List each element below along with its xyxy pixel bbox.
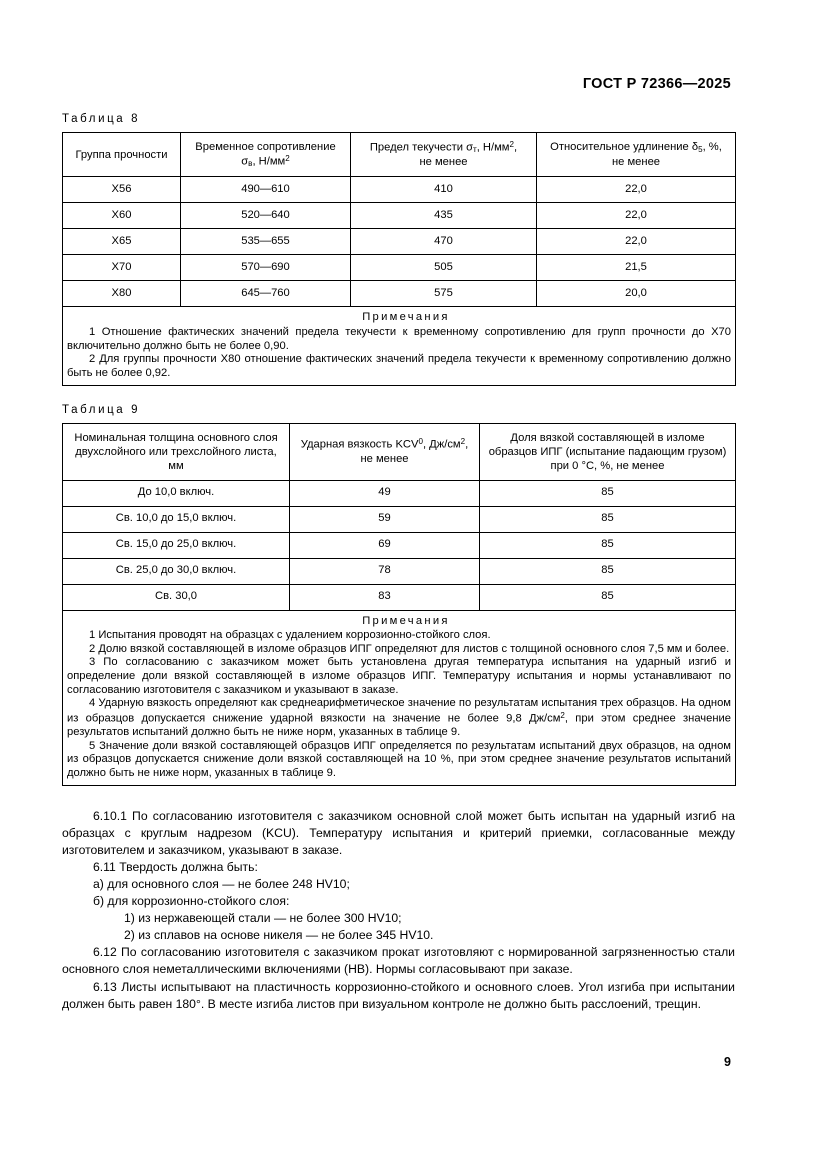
table-8-col4-pre: Относительное удлинение δ xyxy=(550,141,699,154)
cell-thickness: Св. 10,0 до 15,0 включ. xyxy=(63,506,290,532)
table-9-notes xyxy=(63,610,736,785)
table-8-col4-delta-sub: 5 xyxy=(698,144,703,154)
table-8-col2-units-sup: 2 xyxy=(285,154,290,163)
cell-kcv: 78 xyxy=(290,558,480,584)
table-8-col2-sigma-sub: в xyxy=(248,159,253,169)
paragraph-6-10-1: 6.10.1 По согласованию изготовителя с заказчиком основной слой может быть испытан на ударный изгиб на образцах с круглым надрезом (KCU). Температуру испытания и критерий приемки, согласованные между изготовителем и заказчиком, указывают в заказе. xyxy=(62,808,735,857)
table-9-col2-line2: не менее xyxy=(360,452,409,465)
cell-group: X60 xyxy=(63,203,181,229)
table-8-col3-sigma-sub: т xyxy=(473,145,477,155)
table-8-col3-pre: Предел текучести σ xyxy=(369,141,474,154)
table-8-col3-comma: , xyxy=(513,141,518,154)
table-8-header-row xyxy=(63,133,736,177)
table-9-col2-sup1: 0 xyxy=(418,437,423,447)
table-8-col2-units: , Н/мм xyxy=(252,155,286,168)
table-9-note-5: 5 Значение доли вязкой составляющей образцов ИПГ определяется по результатам испытаний двух образцов, на одном из образцов допускается снижение доли вязкой составляющей на 10 %, при этом среднее значение результатов испытаний должно быть не ниже норм, указанных в таблице 9. xyxy=(67,739,731,780)
cell-yield: 575 xyxy=(351,281,537,307)
table-8-notes-title: Примечания xyxy=(362,311,450,324)
paragraph-6-11-b-1: 1) из нержавеющей стали — не более 300 HV10; xyxy=(124,911,402,926)
cell-tensile: 535—655 xyxy=(181,229,351,255)
table-8-col2-sigma: σ xyxy=(241,155,249,168)
table-9-col2-sup2: 2 xyxy=(460,437,466,447)
table-row xyxy=(63,177,736,203)
table-spacer xyxy=(62,386,735,404)
table-9-notes-title: Примечания xyxy=(362,614,450,627)
cell-tensile: 570—690 xyxy=(181,255,351,281)
table-8-note-1: 1 Отношение фактических значений предела текучести к временному сопротивлению для групп прочности до X70 включительно должно быть не более 0,90. xyxy=(67,325,731,352)
table-8-col2-line1: Временное сопротивление xyxy=(195,141,336,153)
cell-tensile: 520—640 xyxy=(181,203,351,229)
table-row xyxy=(63,506,736,532)
table-8-col1-label: Группа прочности xyxy=(75,148,168,161)
cell-thickness: Св. 15,0 до 25,0 включ. xyxy=(63,532,290,558)
table-8-col3-line2: не менее xyxy=(419,156,468,169)
table-9-col1-line3: мм xyxy=(168,459,184,472)
paragraph-6-11: 6.11 Твердость должна быть: xyxy=(93,859,258,874)
table-row xyxy=(63,480,736,506)
table-9-col3-line2: образцов ИПГ (испытание падающим грузом) xyxy=(488,445,727,458)
page-number: 9 xyxy=(724,1055,731,1069)
table-row xyxy=(63,558,736,584)
cell-group: X80 xyxy=(63,281,181,307)
cell-thickness: Св. 25,0 до 30,0 включ. xyxy=(63,558,290,584)
table-9-note-4 xyxy=(67,697,731,739)
table-9-col-thickness-header xyxy=(63,423,290,480)
table-9-col2-units: , Дж/см xyxy=(422,438,461,451)
table-8-col4-line2: не менее xyxy=(611,156,661,169)
table-9-body xyxy=(63,480,736,785)
table-9-col1-line1: Номинальная толщина основного слоя xyxy=(74,431,278,444)
table-row xyxy=(63,229,736,255)
cell-share: 85 xyxy=(480,558,736,584)
cell-elongation: 22,0 xyxy=(537,177,736,203)
paragraph-6-11-b-2: 2) из сплавов на основе никеля — не более 345 HV10. xyxy=(124,928,434,943)
table-9-col3-line1: Доля вязкой составляющей в изломе xyxy=(510,431,705,444)
table-9-col1-line2: двухслойного или трехслойного листа, xyxy=(75,445,277,458)
table-8-head xyxy=(63,133,736,177)
table-8-col-yield-header xyxy=(351,133,537,177)
cell-tensile: 490—610 xyxy=(181,177,351,203)
table-9-caption: Таблица 9 xyxy=(62,403,141,416)
cell-yield: 505 xyxy=(351,255,537,281)
table-row xyxy=(63,255,736,281)
table-9-note-3: 3 По согласованию с заказчиком может быть установлена другая температура испытания на ударный изгиб и определение доли вязкой составляющей в изломе образцов ИПГ. Температуру испытания и нормы устанавливают по согласованию изготовителя с заказчиком и указывают в заказе. xyxy=(67,656,731,696)
cell-share: 85 xyxy=(480,584,736,610)
table-9-col3-line3: при 0 °С, %, не менее xyxy=(550,459,665,472)
cell-yield: 470 xyxy=(351,229,537,255)
table-8-body xyxy=(63,177,736,385)
cell-kcv: 59 xyxy=(290,506,480,532)
table-8-col-tensile-header xyxy=(181,133,351,177)
table-8-col4-post: , %, xyxy=(702,141,722,154)
table-8-notes xyxy=(63,307,736,385)
table-9 xyxy=(62,423,736,786)
table-9-note-2: 2 Долю вязкой составляющей в изломе образцов ИПГ определяют для листов с толщиной основного слоя 7,5 мм и более. xyxy=(89,642,730,655)
paragraph-6-11-a: а) для основного слоя — не более 248 HV10; xyxy=(93,877,350,892)
cell-thickness: Св. 30,0 xyxy=(63,584,290,610)
cell-share: 85 xyxy=(480,480,736,506)
table-9-note-4-sup: 2 xyxy=(560,711,565,721)
table-9-notes-row xyxy=(63,610,736,785)
table-9-col-kcv-header xyxy=(290,423,480,480)
table-8-col-elongation-header xyxy=(537,133,736,177)
cell-group: X56 xyxy=(63,177,181,203)
table-9-col-share-header xyxy=(480,423,736,480)
paragraph-6-13: 6.13 Листы испытывают на пластичность коррозионно-стойкого и основного слоев. Угол изгиба при испытании должен быть равен 180°. В месте изгиба листов при визуальном контроле не должно быть расслоений, трещин. xyxy=(62,979,735,1011)
cell-elongation: 22,0 xyxy=(537,203,736,229)
table-row xyxy=(63,532,736,558)
cell-group: X65 xyxy=(63,229,181,255)
paragraph-6-11-b: б) для коррозионно-стойкого слоя: xyxy=(93,894,290,909)
table-8 xyxy=(62,132,736,386)
table-8-col3-units-sup: 2 xyxy=(509,140,514,149)
table-8-notes-row xyxy=(63,307,736,385)
body-paragraphs xyxy=(62,808,735,1013)
cell-yield: 435 xyxy=(351,203,537,229)
cell-share: 85 xyxy=(480,532,736,558)
cell-elongation: 21,5 xyxy=(537,255,736,281)
table-8-note-2: 2 Для группы прочности X80 отношение фактических значений предела текучести к временному сопротивлению должно быть не более 0,92. xyxy=(67,353,731,379)
table-9-col2-pre: Ударная вязкость KCV xyxy=(300,438,419,451)
cell-kcv: 83 xyxy=(290,584,480,610)
cell-tensile: 645—760 xyxy=(181,281,351,307)
table-9-col2-comma: , xyxy=(465,438,469,451)
table-row xyxy=(63,281,736,307)
cell-kcv: 69 xyxy=(290,532,480,558)
paragraph-6-12: 6.12 По согласованию изготовителя с заказчиком прокат изготовляют с нормированной загрязненностью стали основного слоя неметаллическими включениями (НВ). Нормы согласовывают при заказе. xyxy=(62,945,735,977)
table-9-note-4-part2: , при этом среднее значение результатов испытаний должно быть не ниже норм, указанных в таблице 9. xyxy=(67,712,732,739)
table-8-caption: Таблица 8 xyxy=(62,113,141,125)
cell-group: X70 xyxy=(63,255,181,281)
standard-designation-header: ГОСТ Р 72366—2025 xyxy=(582,76,731,92)
cell-thickness: До 10,0 включ. xyxy=(63,480,290,506)
table-9-note-1: 1 Испытания проводят на образцах с удалением коррозионно-стойкого слоя. xyxy=(89,629,491,642)
page-content xyxy=(62,113,735,1013)
cell-kcv: 49 xyxy=(290,480,480,506)
table-8-col-group-header xyxy=(63,133,181,177)
cell-yield: 410 xyxy=(351,177,537,203)
table-9-head xyxy=(63,423,736,480)
table-9-note-4-part1: 4 Ударную вязкость определяют как среднеарифметическое значение по результатам испытания трех образцов. На одном из образцов допускается снижение ударной вязкости на значение не более 9,8 Дж/см xyxy=(67,697,731,725)
table-8-col3-units: , Н/мм xyxy=(476,141,510,154)
cell-elongation: 22,0 xyxy=(537,229,736,255)
cell-share: 85 xyxy=(480,506,736,532)
table-row xyxy=(63,203,736,229)
cell-elongation: 20,0 xyxy=(537,281,736,307)
table-9-header-row xyxy=(63,423,736,480)
table-row xyxy=(63,584,736,610)
